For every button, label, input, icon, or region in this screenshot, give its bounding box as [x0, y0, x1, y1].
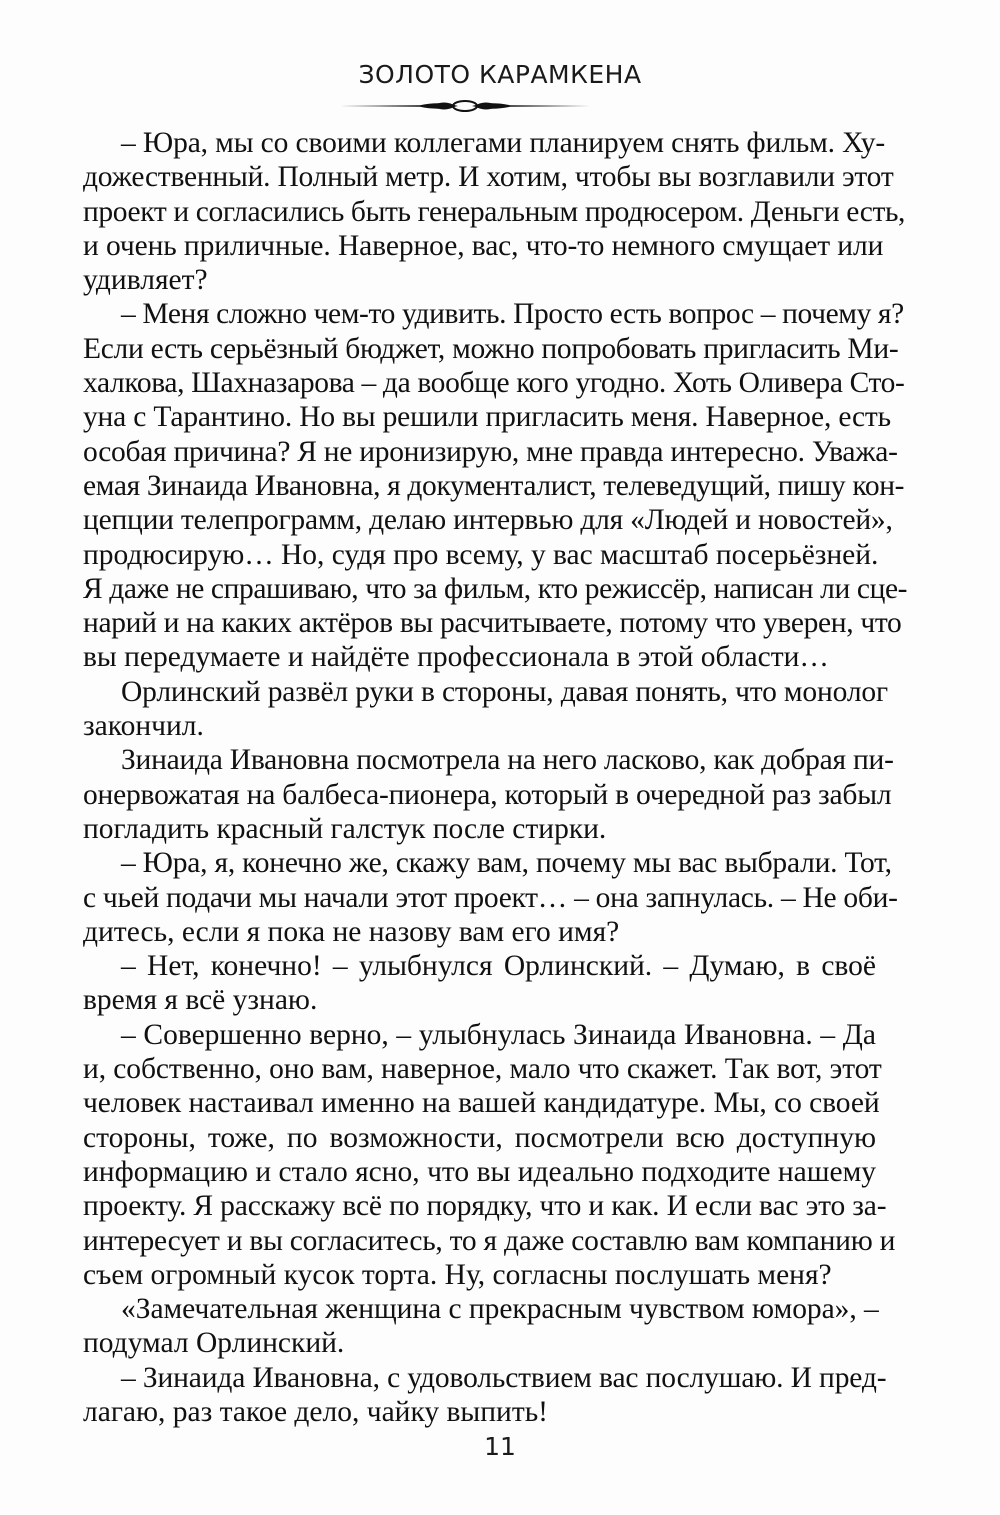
- paragraph: [83, 126, 906, 297]
- body-text: [83, 126, 908, 1429]
- running-title: ЗОЛОТО КАРАМКЕНА: [358, 60, 642, 89]
- text-line: – Юра, мы со своими коллегами планируем снять фильм. Ху-: [121, 127, 886, 159]
- text-line: продюсирую… Но, судя про всему, у вас масштаб посерьёзней.: [83, 538, 879, 571]
- text-line: погладить красный галстук после стирки.: [83, 812, 607, 845]
- text-line: нарий и на каких актёров вы расчитываете, потому что уверен, что: [83, 607, 902, 640]
- text-line: «Замечательная женщина с прекрасным чувством юмора», –: [121, 1293, 879, 1326]
- text-line: и очень приличные. Наверное, вас, что-то немного смущает или: [83, 229, 884, 262]
- text-line: Я даже не спрашиваю, что за фильм, кто режиссёр, написан ли сце-: [83, 572, 908, 605]
- text-line: удивляет?: [83, 264, 208, 297]
- text-line: – Зинаида Ивановна, с удовольствием вас послушаю. И пред-: [121, 1361, 887, 1394]
- paragraph: [83, 743, 894, 846]
- text-line: подумал Орлинский.: [83, 1327, 345, 1360]
- text-line: онервожатая на балбеса-пионера, который в очередной раз забыл: [83, 778, 892, 811]
- text-line: лагаю, раз такое дело, чайку выпить!: [83, 1395, 548, 1428]
- text-line: с чьей подачи мы начали этот проект… – она запнулась. – Не оби-: [83, 881, 898, 914]
- text-line: – Юра, я, конечно же, скажу вам, почему мы вас выбрали. Тот,: [121, 847, 892, 880]
- text-line: проекту. Я расскажу всё по порядку, что и как. И если вас это за-: [83, 1190, 887, 1223]
- text-line: особая причина? Я не иронизирую, мне правда интересно. Уважа-: [83, 435, 898, 468]
- text-line: цепции телепрограмм, делаю интервью для «Людей и новостей»,: [83, 504, 893, 537]
- text-line: время я всё узнаю.: [83, 984, 318, 1017]
- text-line: дитесь, если я пока не назову вам его имя?: [83, 915, 620, 948]
- text-line: халкова, Шахназарова – да вообще кого угодно. Хоть Оливера Сто-: [83, 367, 905, 400]
- text-line: – Нет, конечно! – улыбнулся Орлинский. – Думаю, в своё: [121, 950, 876, 983]
- text-line: емая Зинаида Ивановна, я документалист, телеведущий, пишу кон-: [83, 469, 905, 502]
- paragraph: [83, 1292, 879, 1361]
- text-line: уна с Тарантино. Но вы решили пригласить меня. Наверное, есть: [83, 401, 891, 434]
- page-number: 11: [484, 1432, 516, 1461]
- paragraph: [83, 949, 876, 1018]
- paragraph: [83, 1018, 896, 1292]
- ornament-divider-icon: [340, 98, 590, 114]
- text-line: Зинаида Ивановна посмотрела на него ласково, как добрая пи-: [121, 744, 894, 777]
- text-line: – Совершенно верно, – улыбнулась Зинаида Ивановна. – Да: [121, 1018, 876, 1051]
- paragraph: [83, 675, 888, 744]
- text-line: вы передумаете и найдёте профессионала в этой области…: [83, 641, 829, 674]
- text-line: Если есть серьёзный бюджет, можно попробовать пригласить Ми-: [83, 332, 899, 365]
- text-line: человек настаивал именно на вашей кандидатуре. Мы, со своей: [83, 1087, 880, 1120]
- text-line: съем огромный кусок торта. Ну, согласны послушать меня?: [83, 1258, 832, 1291]
- paragraph: [83, 297, 908, 674]
- text-line: и, собственно, оно вам, наверное, мало что скажет. Так вот, этот: [83, 1053, 882, 1086]
- text-line: дожественный. Полный метр. И хотим, чтобы вы возглавили этот: [83, 161, 894, 194]
- text-line: проект и согласились быть генеральным продюсером. Деньги есть,: [83, 195, 906, 228]
- paragraph: [83, 846, 898, 949]
- text-line: информацию и стало ясно, что вы идеально подходите нашему: [83, 1155, 876, 1188]
- text-line: – Меня сложно чем-то удивить. Просто есть вопрос – почему я?: [121, 298, 904, 331]
- paragraph: [83, 1361, 887, 1430]
- text-line: закончил.: [83, 710, 204, 743]
- text-line: интересует и вы согласитесь, то я даже составлю вам компанию и: [83, 1224, 896, 1257]
- text-line: Орлинский развёл руки в стороны, давая понять, что монолог: [121, 675, 888, 708]
- text-line: стороны, тоже, по возможности, посмотрели всю доступную: [83, 1121, 876, 1154]
